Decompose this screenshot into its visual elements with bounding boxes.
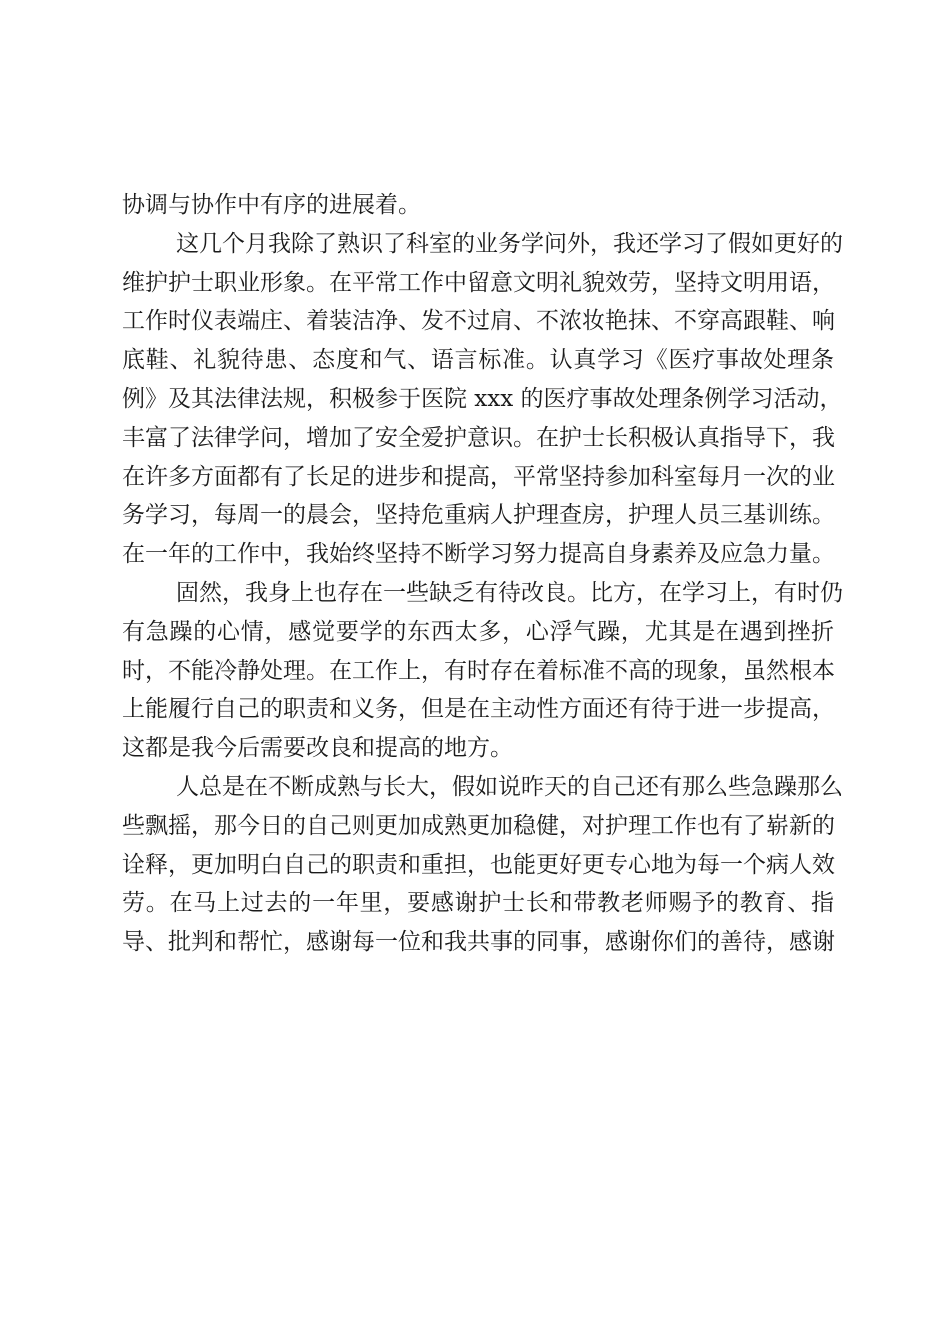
text-line: 上能履行自己的职责和义务，但是在主动性方面还有待于进一步提高， [122,696,835,723]
paragraph [122,186,834,225]
text-line: 些飘摇，那今日的自己则更加成熟更加稳健，对护理工作也有了崭新的 [122,812,835,839]
text-line: 务学习，每周一的晨会，坚持危重病人护理查房，护理人员三基训练。 [122,502,835,529]
paragraph [122,225,843,574]
text-line: 底鞋、礼貌待患、态度和气、语言标准。认真学习《医疗事故处理条 [122,347,834,374]
text-line: 时，不能冷静处理。在工作上，有时存在着标准不高的现象，虽然根本 [122,657,835,684]
text-line: 劳。在马上过去的一年里，要感谢护士长和带教老师赐予的教育、指 [122,890,834,917]
text-line: 固然，我身上也存在一些缺乏有待改良。比方，在学习上，有时仍 [176,579,843,606]
text-line: 有急躁的心情，感觉要学的东西太多，心浮气躁，尤其是在遇到挫折 [122,618,834,645]
paragraph [122,574,843,768]
text-line: 丰富了法律学问，增加了安全爱护意识。在护士长积极认真指导下，我 [122,424,835,451]
paragraph [122,768,843,962]
text-line: 协调与协作中有序的进展着。 [122,192,421,218]
document-body [122,186,843,962]
text-line: 在一年的工作中，我始终坚持不断学习努力提高自身素养及应急力量。 [122,541,835,568]
text-line: 这都是我今后需要改良和提高的地方。 [122,735,513,762]
text-line: 在许多方面都有了长足的进步和提高，平常坚持参加科室每月一次的业 [122,463,835,490]
text-line: 导、批判和帮忙，感谢每一位和我共事的同事，感谢你们的善待，感谢 [122,929,835,956]
text-line: 诠释，更加明白自己的职责和重担，也能更好更专心地为每一个病人效 [122,851,835,878]
text-line: 工作时仪表端庄、着装洁净、发不过肩、不浓妆艳抹、不穿高跟鞋、响 [122,308,835,335]
text-line: 维护护士职业形象。在平常工作中留意文明礼貌效劳，坚持文明用语， [122,269,835,296]
text-line: 人总是在不断成熟与长大，假如说昨天的自己还有那么些急躁那么 [176,773,843,800]
text-line: 例》及其法律法规，积极参于医院 xxx 的医疗事故处理条例学习活动， [122,385,843,412]
text-line: 这几个月我除了熟识了科室的业务学问外，我还学习了假如更好的 [176,230,843,257]
